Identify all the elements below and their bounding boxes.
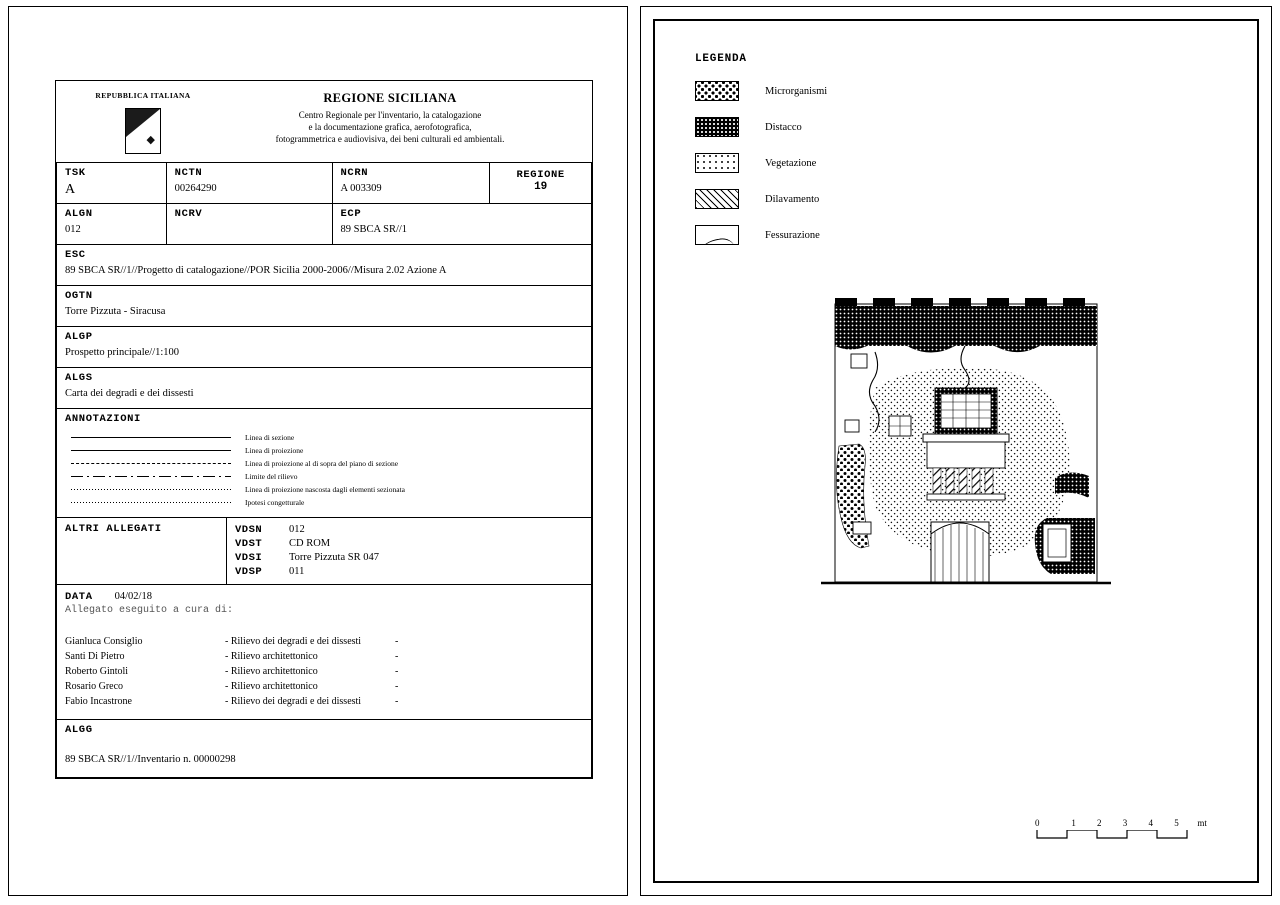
list-item [235,523,583,537]
list-item [65,457,583,470]
cell-algn [57,204,167,245]
line-sample-dotted2-icon [71,502,231,503]
scale-bar [1035,818,1215,839]
list-item [65,470,583,483]
left-sheet-frame [8,6,628,896]
pattern-dilavamento-icon [695,189,739,209]
list-item [695,153,827,173]
card-header [56,81,592,162]
scale-bar-labels [1035,818,1215,830]
algn-label: ALGN [65,208,93,220]
table-row [57,518,592,585]
scale-unit-label: mt [1197,818,1207,828]
list-item [65,634,583,649]
list-item [65,483,583,496]
line-sample-dotted-icon [71,489,231,490]
header-subtitle-3: fotogrammetrica e audiovisiva, dei beni culturali ed ambientali. [275,134,505,144]
table-row [57,720,592,778]
scale-tick-label: 1 [1071,818,1076,828]
cell-regione [490,163,592,204]
scale-tick-label: 3 [1122,818,1128,828]
table-row [57,204,592,245]
legend-item-label: Vegetazione [765,157,817,169]
annotazioni-label: Linea di proiezione [245,446,304,455]
algp-label: ALGP [65,331,93,343]
person-dash: - [395,666,399,677]
legend-title: LEGENDA [695,53,747,65]
legend-item-label: Microrganismi [765,85,828,97]
table-row [57,585,592,720]
annotazioni-label: Linea di sezione [245,433,295,442]
esc-value: 89 SBCA SR//1//Progetto di catalogazione//POR Sicilia 2000-2006//Misura 2.02 Azione A [65,265,447,276]
list-item [65,664,583,679]
person-name: Fabio Incastrone [65,696,132,707]
table-row [57,286,592,327]
header-subtitle-1: Centro Regionale per l'inventario, la catalogazione [298,110,482,120]
region-title: REGIONE SICILIANA [323,91,457,105]
vdsn-value: 012 [289,524,305,535]
annotazioni-title: ANNOTAZIONI [65,413,141,425]
list-item [65,679,583,694]
cell-annotazioni [57,409,592,518]
cell-ncrv [166,204,332,245]
person-role: - Rilievo architettonico [225,666,318,677]
vdst-value: CD ROM [289,538,331,549]
algp-value: Prospetto principale//1:100 [65,347,180,358]
annotazioni-label: Linea di proiezione al di sopra del piano di sezione [245,459,399,468]
vdsi-value: Torre Pizzuta SR 047 [289,552,379,563]
table-row [57,327,592,368]
list-item [235,565,583,579]
list-item [695,117,827,137]
list-item [65,496,583,509]
data-value: 04/02/18 [114,591,152,602]
cell-allegati [57,518,592,585]
cell-tsk [57,163,167,204]
list-item [65,431,583,444]
elevation-svg [815,296,1115,606]
vdsn-key: VDSN [235,524,263,536]
line-sample-dashed-icon [71,463,231,465]
scale-bar-graphic [1035,830,1215,839]
line-sample-solid-icon [71,437,231,439]
cell-algs [57,368,592,409]
cell-ncrn [332,163,490,204]
person-role: - Rilievo dei degradi e dei dissesti [225,636,362,647]
pattern-vegetazione-icon [695,153,739,173]
cell-algp [57,327,592,368]
scale-tick-label: 0 [1035,818,1040,828]
list-item [235,551,583,565]
pattern-distacco-icon [695,117,739,137]
table-row [57,368,592,409]
crest-figure2-icon: ◆ [146,133,155,146]
cell-algg [57,720,592,778]
legend-item-label: Dilavamento [765,193,820,205]
right-sheet-frame [640,6,1272,896]
ncrv-value [167,222,332,244]
list-item [695,225,827,245]
algn-value: 012 [65,224,81,235]
person-name: Roberto Gintoli [65,666,129,677]
ecp-label: ECP [340,208,362,220]
tower-elevation-drawing [815,296,1115,606]
vdsi-key: VDSI [235,552,263,564]
ogtn-value: Torre Pizzuta - Siracusa [65,306,166,317]
allegati-values-cell [227,518,591,584]
esc-label: ESC [65,249,86,261]
allegati-title: ALTRI ALLEGATI [65,523,162,535]
person-dash: - [395,636,399,647]
cell-ogtn [57,286,592,327]
person-role: - Rilievo architettonico [225,651,318,662]
nctn-label: NCTN [174,167,203,179]
legend [695,53,827,245]
pattern-fessurazione-icon [695,225,739,245]
tsk-value: A [65,182,76,197]
credits-list [65,634,583,709]
ncrn-value: A 003309 [340,183,382,194]
vdsp-value: 011 [289,566,305,577]
algs-label: ALGS [65,372,93,384]
header-emblem-block [68,91,218,154]
person-name: Santi Di Pietro [65,651,125,662]
person-dash: - [395,696,399,707]
scale-bar-svg [1035,830,1195,840]
tsk-label: TSK [65,167,86,179]
ncrn-label: NCRN [340,167,369,179]
table-row [57,409,592,518]
vdsp-key: VDSP [235,566,263,578]
algg-label: ALGG [65,724,93,736]
algg-value: 89 SBCA SR//1//Inventario n. 00000298 [65,754,236,765]
annotazioni-label: Linea di proiezione nascosta dagli elementi sezionata [245,485,405,494]
list-item [65,444,583,457]
regione-value: 19 [534,181,548,193]
list-item [695,81,827,101]
vdst-key: VDST [235,538,263,550]
table-row [57,163,592,204]
person-role: - Rilievo dei degradi e dei dissesti [225,696,362,707]
pattern-microrganismi-icon [695,81,739,101]
scale-tick-label: 2 [1097,818,1102,828]
crest-figure-icon: ♘ [133,117,146,133]
list-item [235,537,583,551]
credits-note: Allegato eseguito a cura di: [65,605,234,616]
coat-of-arms-icon [125,108,161,154]
legend-item-label: Fessurazione [765,229,820,241]
catalog-record-card [55,80,593,779]
allegati-title-cell [57,518,227,584]
data-label: DATA [65,591,93,603]
person-role: - Rilievo architettonico [225,681,318,692]
list-item [695,189,827,209]
scale-tick-label: 5 [1174,818,1179,828]
table-row [57,245,592,286]
header-title-block [218,91,580,145]
nctn-value: 00264290 [174,183,217,194]
cell-ecp [332,204,591,245]
republic-label: REPUBBLICA ITALIANA [95,91,191,100]
record-table [56,162,592,778]
annotazioni-label: Limite del rilievo [245,472,298,481]
list-item [65,694,583,709]
ecp-value: 89 SBCA SR//1 [340,224,408,235]
regione-label: REGIONE [516,169,565,181]
scale-tick-label: 4 [1148,818,1153,828]
person-name: Gianluca Consiglio [65,636,143,647]
ncrv-label: NCRV [174,208,203,220]
line-sample-dashdot-icon [71,476,231,477]
ogtn-label: OGTN [65,290,93,302]
cell-data-credits [57,585,592,720]
cell-nctn [166,163,332,204]
person-dash: - [395,681,399,692]
algs-value: Carta dei degradi e dei dissesti [65,388,194,399]
cell-esc [57,245,592,286]
right-sheet-inner-border [653,19,1259,883]
annotazioni-label: Ipotesi congetturale [245,498,305,507]
list-item [65,649,583,664]
line-sample-thin-icon [71,450,231,452]
header-subtitle-2: e la documentazione grafica, aerofotografica, [308,122,472,132]
person-dash: - [395,651,399,662]
person-name: Rosario Greco [65,681,124,692]
legend-item-label: Distacco [765,121,802,133]
